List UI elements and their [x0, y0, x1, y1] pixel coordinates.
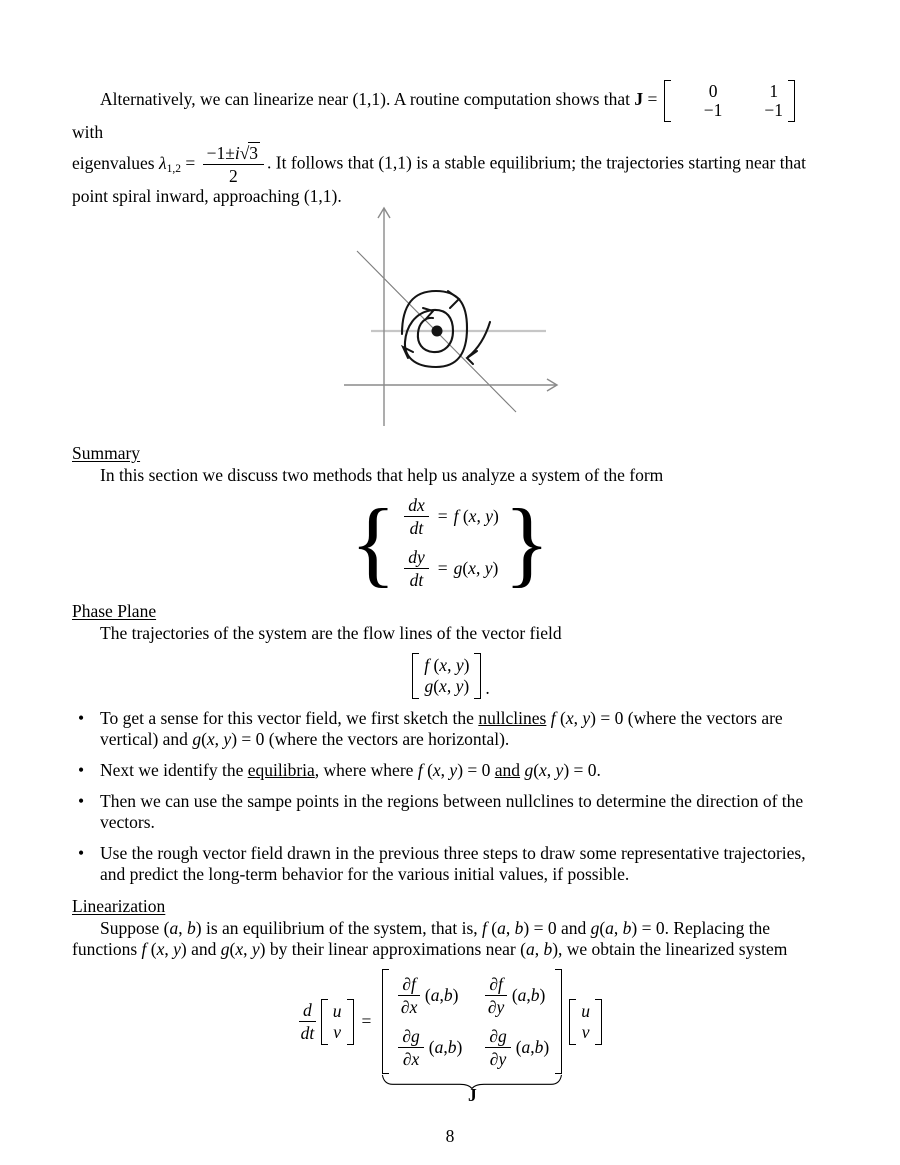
radicand: 3 [249, 143, 259, 163]
matrix-entry: −1 [764, 100, 784, 120]
incoming-trajectory-curve [468, 322, 490, 357]
left-bracket [569, 999, 576, 1045]
intro-text-before-matrix: Alternatively, we can linearize near (1,1). A routine computation shows that J = [100, 89, 662, 110]
derivative-numerator: dx [404, 495, 429, 517]
intro-text-after-matrix: with [72, 122, 104, 142]
derivative-numerator: dy [404, 547, 429, 569]
phase-portrait-svg [330, 201, 590, 431]
summary-intro: In this section we discuss two methods that help us analyze a system of the form [100, 465, 664, 485]
phase-plane-heading: Phase Plane [72, 601, 157, 621]
right-bracket [788, 80, 795, 122]
system-of-equations [72, 488, 828, 596]
left-bracket [382, 969, 389, 1074]
matrix-entry: −1 [703, 100, 723, 120]
bullet-item-nullclines: • To get a sense for this vector field, we first sketch the nullclines f (x, y) = 0 (where the vectors are vertical) and g(x, y) = 0 (where the vectors are horizontal). [78, 708, 783, 749]
system-row-1-rhs: f (x, y) [453, 506, 499, 526]
jacobian-cell: $\frac{\partial f}{\partial y}$ (a,b) [482, 974, 549, 1017]
jacobian-matrix [382, 969, 562, 1074]
vector-field-matrix [72, 653, 828, 699]
uv-column-vector [569, 999, 602, 1045]
bullet-icon: • [78, 843, 85, 863]
intro-line-1 [72, 80, 828, 143]
vector-entry-u: u [332, 1000, 342, 1021]
phase-portrait-figure [72, 201, 828, 431]
derivative-denominator: dt [409, 518, 424, 538]
intro-line-3: point spiral inward, approaching (1,1). [72, 186, 342, 206]
bullet-icon: • [78, 760, 85, 780]
bullet-item-trajectories: • Use the rough vector field drawn in the previous three steps to draw some representative trajectories, and predict the long-term behavior for the various initial values, if possible. [78, 843, 806, 884]
equals-sign: = [437, 558, 448, 578]
vector-entry-u: u [581, 1000, 590, 1021]
linearized-system-equation [72, 969, 828, 1105]
fraction-denominator: 2 [228, 166, 238, 186]
radical-sign: √ [239, 143, 250, 163]
vector-entry-v: v [333, 1021, 342, 1042]
system-row-2 [401, 547, 499, 590]
equals-sign: = [437, 506, 448, 526]
left-curly-brace: { [350, 488, 397, 596]
matrix-entry: 0 [708, 81, 718, 101]
spiral-arrowhead-icon [403, 347, 413, 358]
left-bracket [412, 653, 419, 699]
left-bracket [664, 80, 671, 122]
linearization-heading: Linearization [72, 896, 166, 916]
jacobian-cell: $\frac{\partial g}{\partial y}$ (a,b) [482, 1026, 549, 1069]
jacobian-label: J [467, 1085, 477, 1105]
uv-column-vector [321, 999, 354, 1045]
system-row-2-rhs: g(x, y) [453, 558, 499, 578]
intro-line-2 [72, 143, 828, 186]
derivative-denominator: dt [409, 570, 424, 590]
system-row-1 [401, 495, 499, 538]
vector-entry-g: g(x, y) [424, 676, 470, 696]
bullet-item-equilibria: • Next we identify the equilibria, where where f (x, y) = 0 and g(x, y) = 0. [78, 760, 601, 780]
fraction-numerator-text: −1± [206, 143, 235, 163]
page-number: 8 [445, 1126, 455, 1146]
bullet-icon: • [78, 791, 85, 811]
vector-entry-f: f (x, y) [424, 655, 470, 675]
intro-paragraph [72, 80, 828, 207]
imaginary-unit: i [234, 143, 240, 163]
eigenvalues-fraction [203, 143, 264, 186]
eigenvalues-suffix: . It follows that (1,1) is a stable equilibrium; the trajectories starting near that [267, 152, 806, 173]
linearization-intro: Suppose (a, b) is an equilibrium of the system, that is, f (a, b) = 0 and g(a, b) = 0. Replacing the functions f (x, y) and g(x, y) by their linear approximations near (a, b), we obtain the linearized system [72, 918, 788, 959]
jacobian-cell: $\frac{\partial g}{\partial x}$ (a,b) [395, 1026, 462, 1069]
bullet-icon: • [78, 708, 85, 728]
matrix-entry: 1 [769, 81, 779, 101]
sentence-period: . [485, 678, 490, 698]
phase-plane-intro: The trajectories of the system are the flow lines of the vector field [100, 623, 562, 643]
jacobian-cell: $\frac{\partial f}{\partial x}$ (a,b) [395, 974, 462, 1017]
bullet-item-sample-points: • Then we can use the sampe points in the regions between nullclines to determine the direction of the vectors. [78, 791, 804, 832]
bullet-list [72, 708, 828, 885]
equals-sign: = [361, 1011, 372, 1031]
summary-heading: Summary [72, 443, 141, 463]
vector-entry-v: v [581, 1021, 590, 1042]
jacobian-with-underbrace [380, 969, 564, 1105]
eigenvalues-prefix: eigenvalues $\lambda_{1,2}$ = [72, 152, 200, 175]
jacobian-matrix-inline [664, 80, 795, 122]
left-bracket [321, 999, 328, 1045]
right-bracket [555, 969, 562, 1074]
right-bracket [474, 653, 481, 699]
right-bracket [347, 999, 354, 1045]
d-dt-fraction: $\frac{d}{dt}$ [300, 1000, 315, 1043]
right-bracket [595, 999, 602, 1045]
right-curly-brace: } [503, 488, 550, 596]
equilibrium-point-dot [432, 326, 443, 337]
